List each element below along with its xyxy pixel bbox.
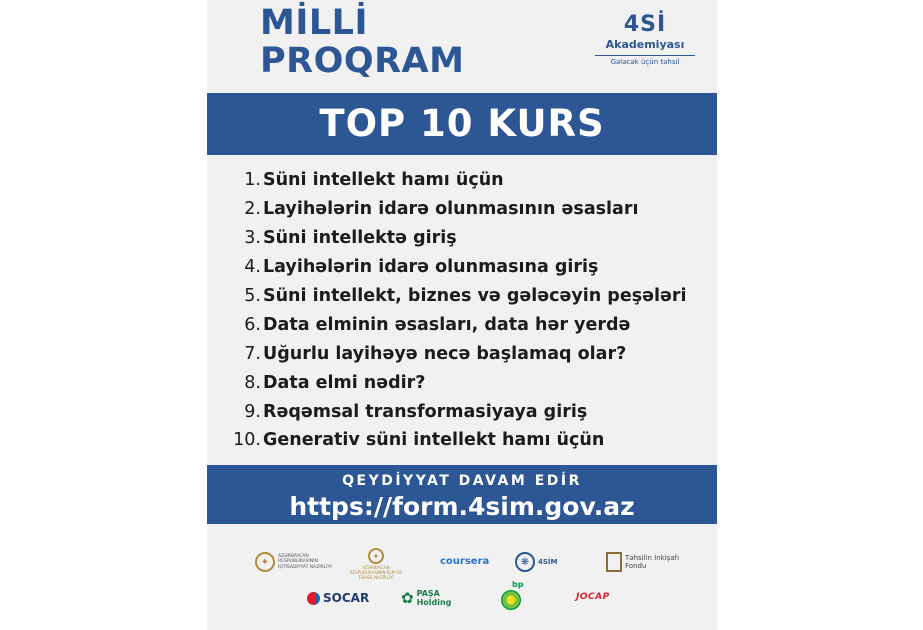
course-item (207, 253, 717, 282)
course-list (207, 166, 717, 455)
course-item (207, 282, 717, 311)
course-number: 8. (244, 372, 261, 393)
academy-logo-divider (595, 55, 695, 56)
pasha-text (417, 589, 452, 607)
academy-logo-tagline: Gələcək üçün təhsil (610, 58, 680, 66)
course-item (207, 368, 717, 397)
course-title: Rəqəmsal transformasiyaya giriş (263, 401, 588, 422)
course-item (207, 397, 717, 426)
course-number: 6. (244, 314, 261, 335)
course-number: 3. (244, 228, 261, 249)
partner-jocap (576, 594, 610, 601)
jocap-logo: JOCAP (576, 592, 610, 602)
course-number: 9. (244, 401, 261, 422)
course-title: Data elmi nədir? (263, 372, 426, 393)
coursera-logo: coursera (440, 556, 490, 567)
partner-socar (307, 592, 369, 605)
course-title: Data elminin əsasları, data hər yerdə (263, 314, 631, 335)
program-title-line1: MİLLİ (260, 3, 368, 43)
course-title: Layihələrin idarə olunmasına giriş (263, 257, 599, 278)
academy-logo (595, 12, 695, 67)
socar-text: SOCAR (323, 591, 370, 605)
registration-banner (207, 465, 717, 524)
fund-text-line2: Fondu (625, 562, 647, 570)
poster (207, 0, 717, 630)
course-item (207, 224, 717, 253)
course-number: 10. (233, 430, 261, 451)
top10-banner: TOP 10 KURS (207, 93, 717, 155)
course-number: 2. (244, 199, 261, 220)
course-item (207, 426, 717, 455)
pasha-text-line2: Holding (416, 598, 452, 607)
partner-pasha-holding (401, 589, 451, 607)
course-title: Süni intellekt hamı üçün (263, 170, 504, 191)
ministry-emblem-icon: ✦ (368, 548, 384, 564)
academy-logo-mark: 4Sİ (623, 12, 667, 37)
socar-flame-icon (307, 592, 320, 605)
course-number: 1. (244, 170, 261, 191)
fund-emblem-icon (606, 552, 622, 572)
course-item (207, 166, 717, 195)
registration-url[interactable]: https://form.4sim.gov.az (289, 492, 635, 521)
course-title: Süni intellektə giriş (263, 228, 457, 249)
program-title-line2: PROQRAM (260, 41, 465, 81)
partner-coursera (440, 558, 489, 565)
pasha-text-line1: PAŞA (416, 589, 440, 598)
fourSim-text: 4SİM (538, 557, 558, 566)
partner-science-ministry (347, 548, 405, 580)
partner-4sim (515, 552, 557, 572)
partner-economy-ministry (255, 552, 340, 572)
registration-label: QEYDİYYAT DAVAM EDİR (342, 473, 582, 489)
course-title: Uğurlu layihəyə necə başlamaq olar? (263, 343, 627, 364)
course-number: 4. (244, 257, 261, 278)
course-title: Layihələrin idarə olunmasının əsasları (263, 199, 639, 220)
course-item (207, 310, 717, 339)
bp-text: bp (512, 580, 524, 589)
course-title: Generativ süni intellekt hamı üçün (263, 430, 605, 451)
partner-science-text: AZƏRBAYCAN RESPUBLİKASININ ELM VƏ TƏHSİL NAZİRLİYİ (349, 565, 403, 580)
partner-bp (501, 590, 521, 610)
fund-text-line1: Təhsilin İnkişafı (625, 554, 680, 562)
bp-helios-icon (501, 590, 521, 610)
course-item (207, 195, 717, 224)
partner-education-fund (606, 552, 679, 572)
course-number: 7. (244, 343, 261, 364)
partner-economy-text: AZƏRBAYCAN RESPUBLİKASININ İQTİSADİYYAT NAZİRLİYİ (278, 553, 332, 570)
fourSim-emblem-icon: ❋ (515, 552, 535, 572)
course-item (207, 339, 717, 368)
course-title: Süni intellekt, biznes və gələcəyin peşələri (263, 286, 687, 306)
course-number: 5. (244, 286, 261, 306)
fund-text (625, 554, 679, 570)
ministry-emblem-icon: ✦ (255, 552, 275, 572)
pasha-logo-icon: ✿ (401, 588, 414, 607)
academy-logo-name: Akademiyası (605, 38, 685, 51)
program-title (260, 4, 520, 80)
